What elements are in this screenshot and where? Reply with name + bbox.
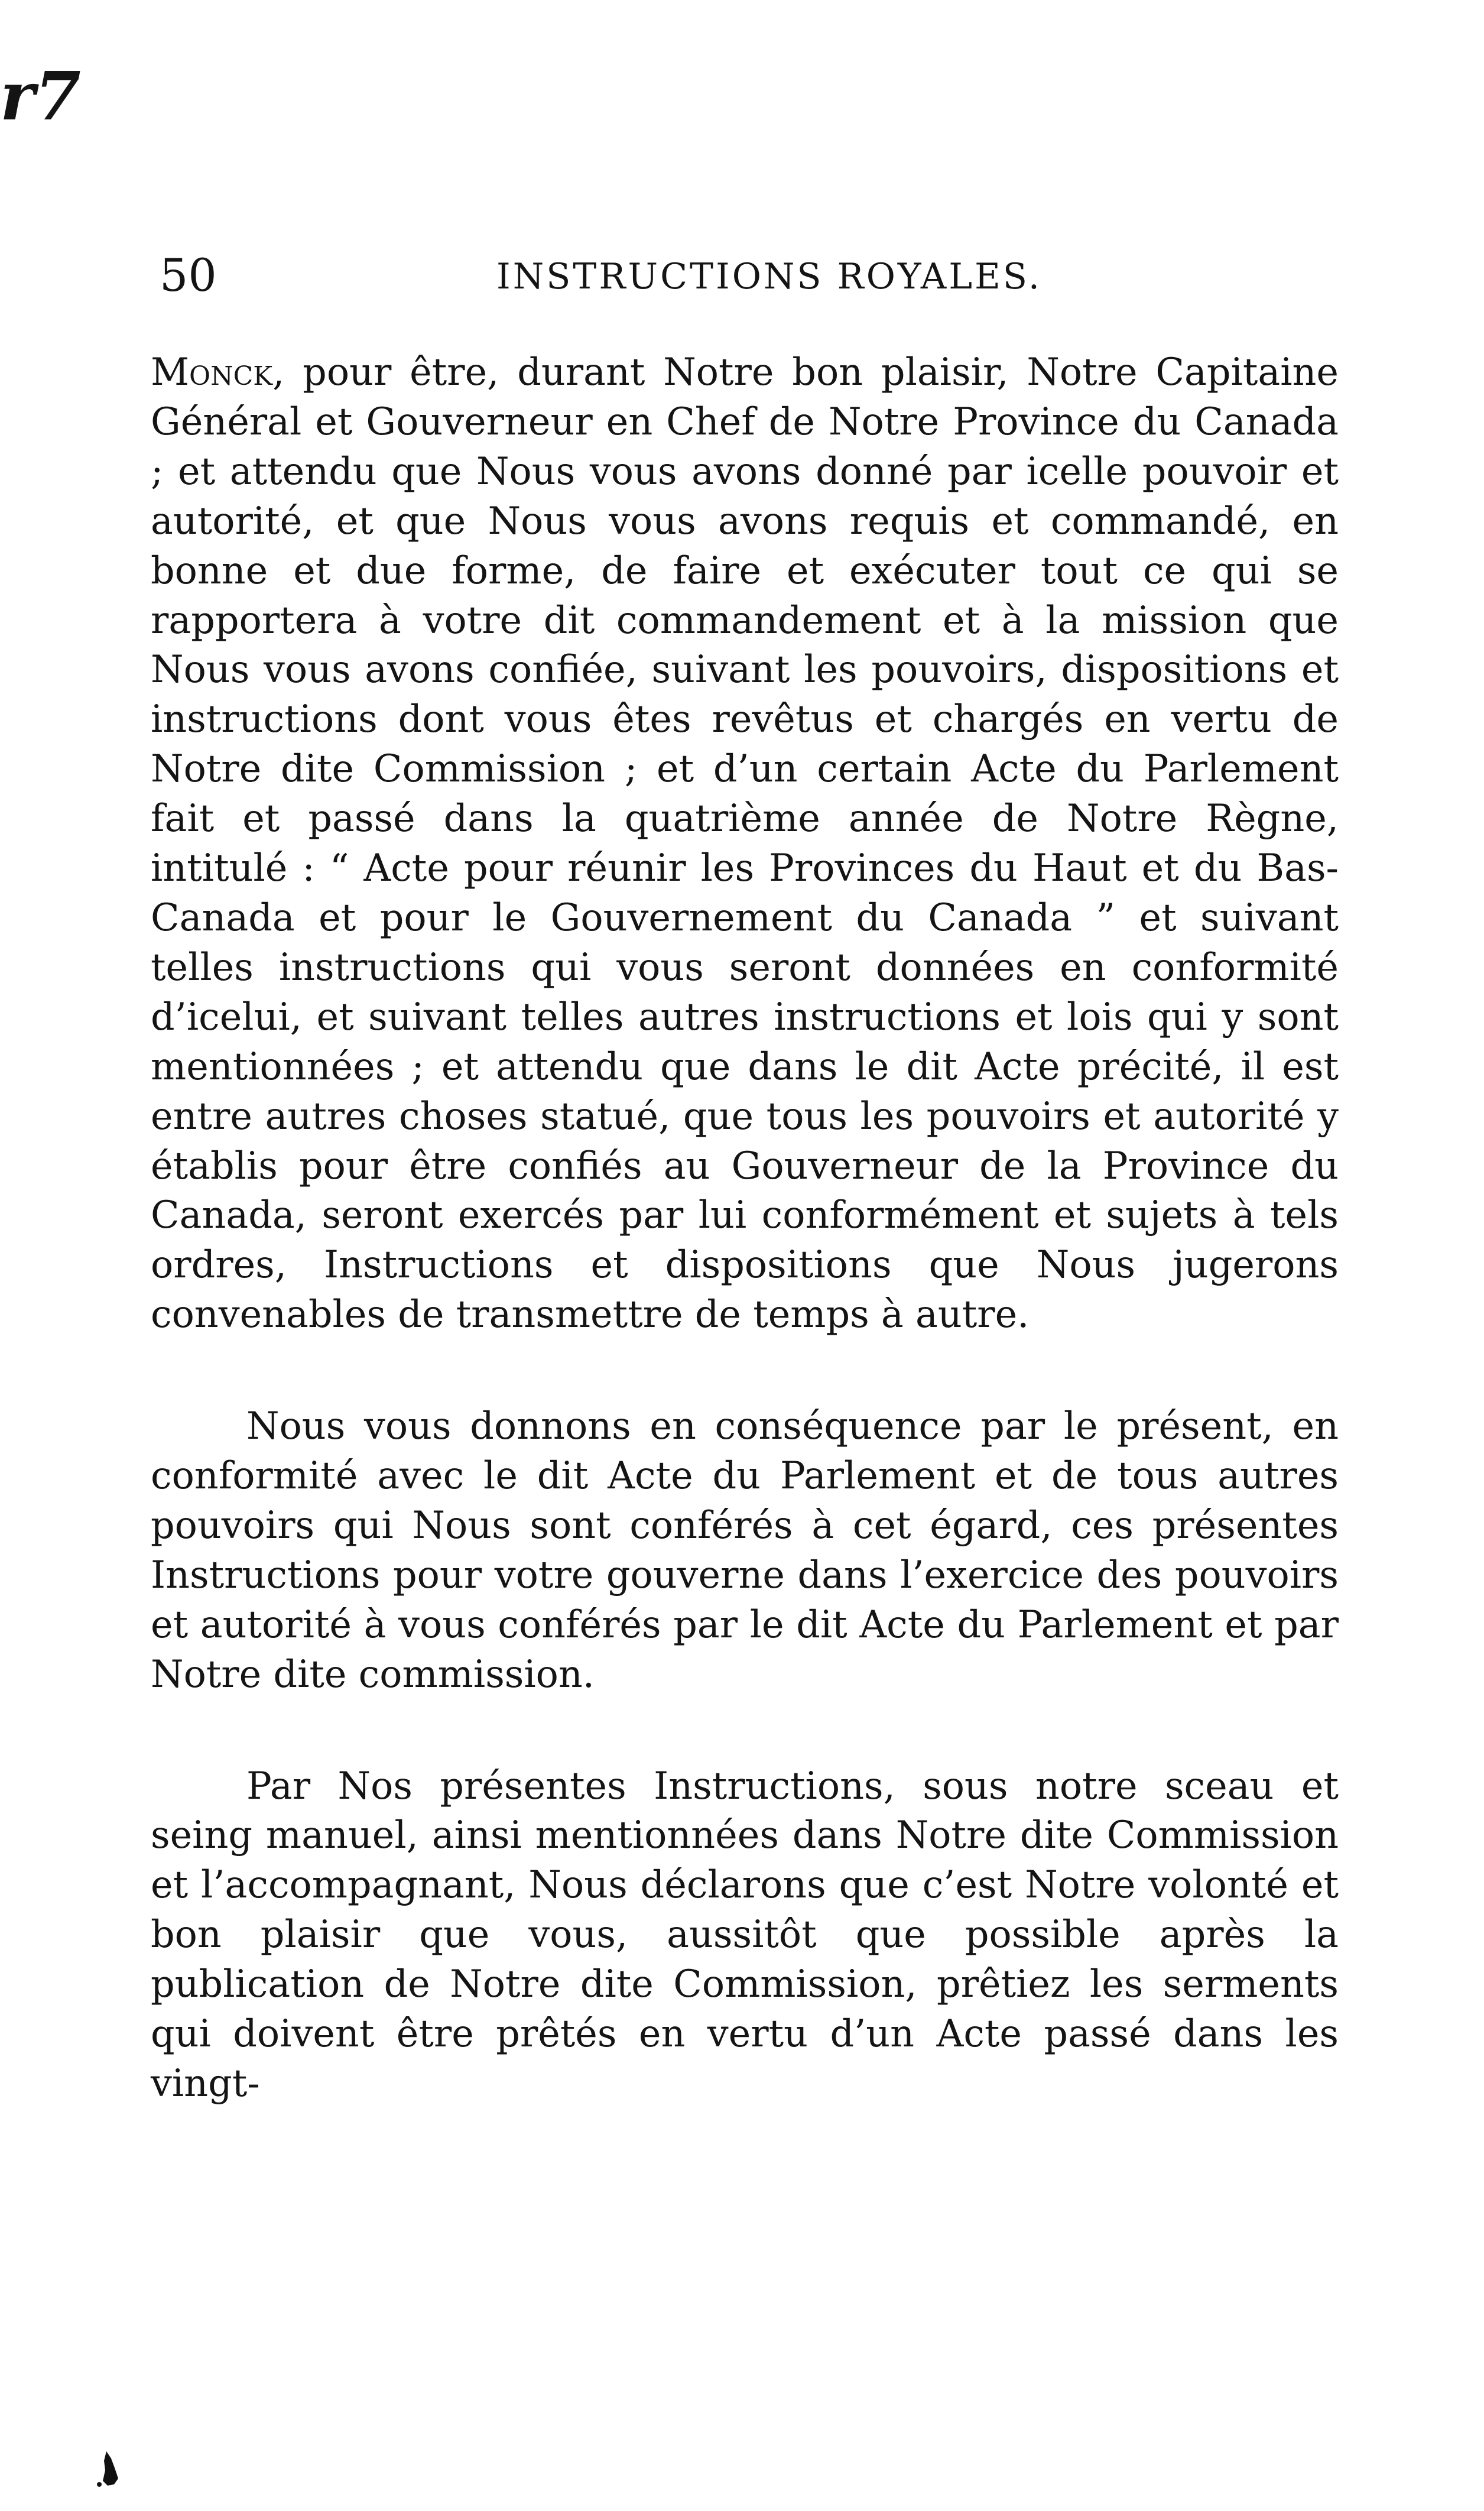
running-head: INSTRUCTIONS ROYALES.: [496, 256, 1042, 297]
paragraph-3: Par Nos présentes Instructions, sous notre sceau et seing manuel, ainsi mentionnées dans Notre dite Commission et l’accompagnant, Nous déclarons que c’est Notre volonté et bon plaisir que vous, aussitôt que possible après la publication de Notre dite Commission, prêtiez les serments qui doivent être prêtés en vertu d’un Acte passé dans les vingt-: [151, 1763, 1339, 2105]
ink-blot-mark: [93, 2450, 123, 2491]
paragraph-1: [151, 348, 1339, 1339]
page-corner-mark: r7: [0, 58, 81, 135]
paragraph-1-text: , pour être, durant Notre bon plaisir, Notre Capitaine Général et Gouverneur en Chef de Notre Province du Canada ; et attendu que Nous vous avons donné par icelle pouvoir et autorité, et que Nous vous avons requis et commandé, en bonne et due forme, de faire et exécuter tout ce qui se rapportera à votre dit commandement et à la mission que Nous vous avons confiée, suivant les pouvoirs, dispositions et instructions dont vous êtes revêtus et chargés en vertu de Notre dite Commission ; et d’un certain Acte du Parlement fait et passé dans la quatrième année de Notre Règne, intitulé : “ Acte pour réunir les Provinces du Haut et du Bas-Canada et pour le Gouvernement du Canada ” et suivant telles instructions qui vous seront données en conformité d’icelui, et suivant telles autres instructions et lois qui y sont mentionnées ; et attendu que dans le dit Acte précité, il est entre autres choses statué, que tous les pouvoirs et autorité y établis pour être confiés au Gouverneur de la Province du Canada, seront exercés par lui conformément et sujets à tels ordres, Instructions et dispositions que Nous jugerons convenables de transmettre de temps à autre.: [151, 350, 1339, 1336]
page-number: 50: [160, 249, 217, 301]
paragraph-2: Nous vous donnons en conséquence par le présent, en conformité avec le dit Acte du Parlement et de tous autres pouvoirs qui Nous sont conférés à cet égard, ces présentes Instructions pour votre gouverne dans l’exercice des pouvoirs et autorité à vous conférés par le dit Acte du Parlement et par Notre dite commission.: [151, 1404, 1339, 1696]
page-header: [160, 249, 1324, 312]
body-text: [151, 348, 1339, 2108]
paragraph-1-lead-name: Monck: [151, 350, 273, 394]
